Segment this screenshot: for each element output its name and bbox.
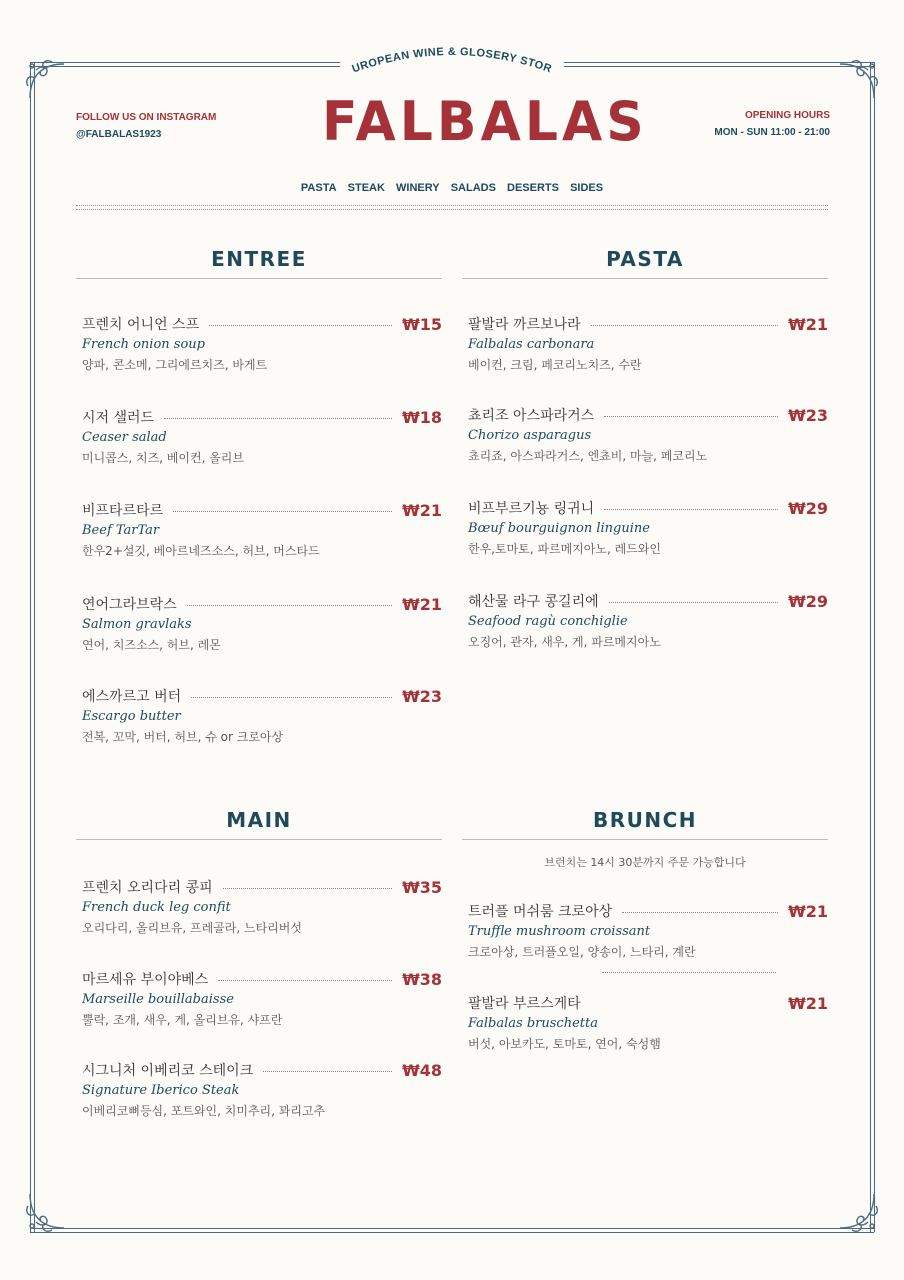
item-price: ₩29 bbox=[788, 591, 828, 611]
item-name-en: Falbalas carbonara bbox=[468, 337, 595, 352]
item-name-kr: 비프부르기뇽 링귀니 bbox=[468, 501, 595, 517]
nav-item-deserts[interactable]: DESERTS bbox=[507, 182, 559, 194]
item-name-en: Salmon gravlaks bbox=[82, 617, 192, 632]
menu-item bbox=[82, 407, 442, 467]
menu-item bbox=[82, 500, 442, 560]
menu-item bbox=[468, 498, 828, 558]
item-description: 미니콥스, 치즈, 베이컨, 올리브 bbox=[82, 451, 244, 465]
item-name-en: Chorizo asparagus bbox=[468, 428, 592, 443]
frame-right-border bbox=[870, 62, 875, 1232]
frame-bottom-border bbox=[30, 1228, 874, 1233]
item-price: ₩15 bbox=[402, 314, 442, 334]
item-name-kr: 연어그라브락스 bbox=[82, 597, 177, 613]
brand-logo: FALBALAS bbox=[322, 90, 648, 154]
brunch-note: 브런치는 14시 30분까지 주문 가능합니다 bbox=[544, 856, 746, 869]
item-price: ₩21 bbox=[402, 500, 442, 520]
leader-dots bbox=[173, 511, 392, 512]
main-section bbox=[76, 801, 442, 1118]
leader-dots bbox=[223, 888, 392, 889]
item-price: ₩21 bbox=[402, 594, 442, 614]
instagram-block bbox=[76, 112, 216, 140]
leader-dots bbox=[604, 509, 778, 510]
category-nav bbox=[0, 176, 904, 195]
instagram-label: FOLLOW US ON INSTAGRAM bbox=[76, 112, 217, 123]
corner-flourish-icon bbox=[22, 56, 72, 106]
section-title: MAIN bbox=[76, 801, 442, 840]
menu-item bbox=[82, 1060, 442, 1120]
instagram-handle[interactable]: @FALBALAS1923 bbox=[76, 129, 162, 140]
item-name-en: Marseille bouillabaisse bbox=[82, 992, 234, 1007]
item-price: ₩48 bbox=[402, 1060, 442, 1080]
item-description: 전복, 꼬막, 버터, 허브, 슈 or 크로아상 bbox=[82, 730, 284, 744]
item-name-en: Seafood ragù conchiglie bbox=[468, 614, 628, 629]
item-name-en: Bœuf bourguignon linguine bbox=[468, 521, 650, 536]
menu-item bbox=[82, 314, 442, 374]
entree-section bbox=[76, 240, 442, 744]
pasta-section bbox=[462, 240, 828, 649]
leader-dots bbox=[263, 1071, 392, 1072]
corner-flourish-icon bbox=[832, 56, 882, 106]
menu-item bbox=[468, 901, 828, 961]
item-description: 베이컨, 크림, 페코리노치즈, 수란 bbox=[468, 358, 642, 372]
item-name-en: Truffle mushroom croissant bbox=[468, 924, 651, 939]
leader-dots bbox=[609, 602, 778, 603]
section-title: PASTA bbox=[462, 240, 828, 279]
item-description: 이베리코뼈등심, 포트와인, 치미추리, 꽈리고추 bbox=[82, 1104, 326, 1118]
nav-item-pasta[interactable]: PASTA bbox=[300, 182, 337, 194]
menu-item bbox=[82, 594, 442, 654]
menu-item bbox=[468, 591, 828, 651]
menu-item bbox=[82, 686, 442, 746]
item-name-kr: 시저 샐러드 bbox=[82, 410, 155, 426]
item-name-kr: 마르세유 부이야베스 bbox=[82, 972, 209, 988]
leader-dots bbox=[164, 418, 392, 419]
item-name-kr: 해산물 라구 콩길리에 bbox=[468, 594, 599, 610]
item-name-en: Signature Iberico Steak bbox=[82, 1083, 240, 1098]
item-name-kr: 트러플 머쉬룸 크로아상 bbox=[468, 904, 613, 920]
nav-item-salads[interactable]: SALADS bbox=[450, 182, 496, 194]
item-price: ₩29 bbox=[788, 498, 828, 518]
leader-dots bbox=[604, 416, 778, 417]
item-description: 연어, 치즈소스, 허브, 레몬 bbox=[82, 638, 221, 652]
svg-text:EUROPEAN WINE & GLOSERY STORE bbox=[340, 40, 553, 76]
item-divider bbox=[602, 972, 776, 973]
item-description: 뿔락, 조개, 새우, 게, 올리브유, 샤프란 bbox=[82, 1013, 283, 1027]
menu-item bbox=[82, 969, 442, 1029]
item-price: ₩35 bbox=[402, 877, 442, 897]
leader-dots bbox=[187, 605, 392, 606]
menu-item bbox=[82, 877, 442, 937]
store-tagline bbox=[340, 40, 564, 80]
leader-dots bbox=[209, 325, 392, 326]
brunch-section bbox=[462, 801, 828, 1051]
item-price: ₩23 bbox=[402, 686, 442, 706]
item-name-kr: 프렌치 어니언 스프 bbox=[82, 317, 200, 333]
section-title: ENTREE bbox=[76, 240, 442, 279]
item-price: ₩21 bbox=[788, 993, 828, 1013]
item-name-en: French onion soup bbox=[82, 337, 205, 352]
section-title: BRUNCH bbox=[462, 801, 828, 840]
opening-hours-block bbox=[714, 110, 830, 138]
frame-left-border bbox=[30, 62, 35, 1232]
opening-hours-label: OPENING HOURS bbox=[744, 110, 830, 121]
item-name-kr: 비프타르타르 bbox=[82, 503, 164, 519]
corner-flourish-icon bbox=[832, 1186, 882, 1236]
item-name-en: French duck leg confit bbox=[82, 900, 231, 915]
store-tag-text: UROPEAN WINE & GLOSERY STOR bbox=[350, 45, 554, 76]
item-name-en: Falbalas bruschetta bbox=[468, 1016, 598, 1031]
menu-item bbox=[468, 405, 828, 465]
item-description: 쵸리죠, 아스파라거스, 엔쵸비, 마늘, 페코리노 bbox=[468, 449, 708, 463]
item-description: 오징어, 관자, 새우, 게, 파르메지아노 bbox=[468, 635, 661, 649]
item-price: ₩21 bbox=[788, 314, 828, 334]
item-name-kr: 프렌치 오리다리 콩피 bbox=[82, 880, 213, 896]
leader-dots bbox=[622, 912, 778, 913]
corner-flourish-icon bbox=[22, 1186, 72, 1236]
header-divider bbox=[76, 205, 828, 210]
item-price: ₩21 bbox=[788, 901, 828, 921]
item-description: 한우,토마토, 파르메지아노, 레드와인 bbox=[468, 542, 661, 556]
item-price: ₩38 bbox=[402, 969, 442, 989]
item-price: ₩18 bbox=[402, 407, 442, 427]
item-name-kr: 팔발라 부르스게타 bbox=[468, 996, 581, 1012]
leader-dots bbox=[218, 980, 392, 981]
item-description: 버섯, 아보카도, 토마토, 연어, 숙성햄 bbox=[468, 1037, 661, 1051]
item-price: ₩23 bbox=[788, 405, 828, 425]
item-description: 크로아상, 트러플오일, 양송이, 느타리, 계란 bbox=[468, 945, 696, 959]
leader-dots bbox=[191, 697, 392, 698]
item-description: 양파, 콘소메, 그리에르치즈, 바게트 bbox=[82, 358, 268, 372]
menu-item bbox=[468, 314, 828, 374]
nav-item-winery[interactable]: WINERY bbox=[396, 182, 440, 194]
item-description: 한우2+설깃, 베아르네즈소스, 허브, 머스타드 bbox=[82, 544, 320, 558]
item-name-kr: 에스까르고 버터 bbox=[82, 689, 182, 705]
item-name-en: Beef TarTar bbox=[82, 523, 160, 538]
item-name-kr: 시그니처 이베리코 스테이크 bbox=[82, 1063, 254, 1079]
item-description: 오리다리, 올리브유, 프레골라, 느타리버섯 bbox=[82, 921, 302, 935]
item-name-en: Escargo butter bbox=[82, 709, 181, 724]
item-name-en: Ceaser salad bbox=[82, 430, 167, 445]
nav-item-sides[interactable]: SIDES bbox=[570, 182, 604, 194]
opening-hours-value: MON - SUN 11:00 - 21:00 bbox=[714, 127, 830, 138]
menu-item bbox=[468, 993, 828, 1053]
item-name-kr: 쵸리조 아스파라거스 bbox=[468, 408, 595, 424]
nav-item-steak[interactable]: STEAK bbox=[347, 182, 385, 194]
item-name-kr: 팔발라 까르보나라 bbox=[468, 317, 581, 333]
leader-dots bbox=[591, 325, 778, 326]
